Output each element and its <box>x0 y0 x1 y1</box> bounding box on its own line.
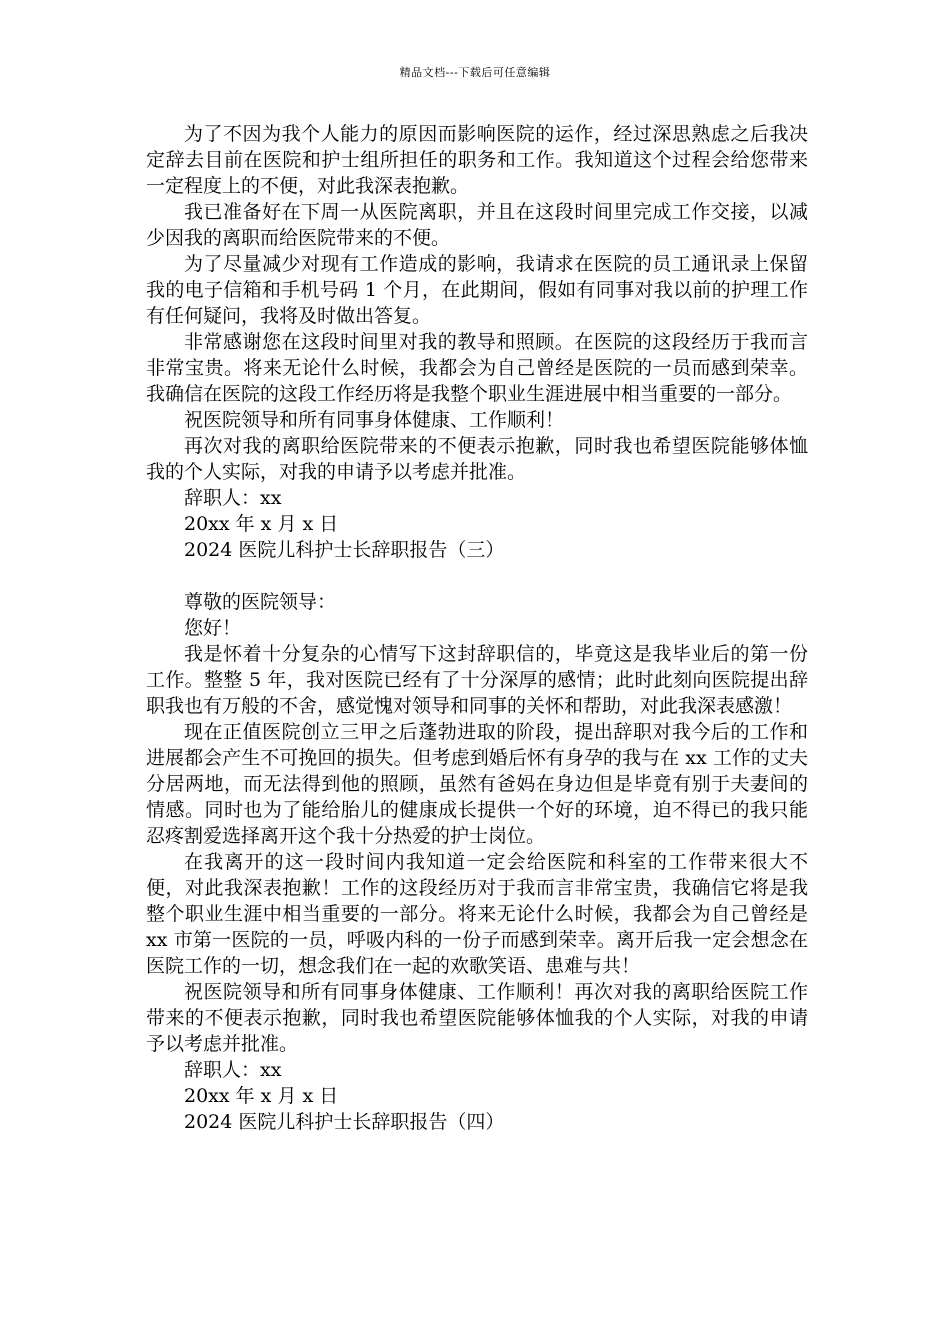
paragraph-reasons: 现在正值医院创立三甲之后蓬勃进取的阶段，提出辞职对我今后的工作和进展都会产生不可挽回的损失。但考虑到婚后怀有身孕的我与在 xx 工作的丈夫分居两地，而无法得到他的照顾，虽然有爸妈在身边但是毕竟有别于夫妻间的情感。同时也为了能给胎儿的健康成长提供一个好的环境，迫不得已的我只能忍疼割爱选择离开这个我十分热爱的护士岗位。 <box>146 721 808 847</box>
paragraph-resign-decision: 为了不因为我个人能力的原因而影响医院的运作，经过深思熟虑之后我决定辞去目前在医院和护士组所担任的职务和工作。我知道这个过程会给您带来一定程度上的不便，对此我深表抱歉。 <box>146 123 808 197</box>
salutation: 尊敬的医院领导： <box>184 591 337 613</box>
date-line: 20xx 年 x 月 x 日 <box>184 513 339 535</box>
paragraph-wishes: 祝医院领导和所有同事身体健康、工作顺利！ <box>184 409 565 431</box>
blank-line <box>146 563 808 589</box>
section-title-4: 2024 医院儿科护士长辞职报告（四） <box>184 1111 505 1133</box>
date-line-2: 20xx 年 x 月 x 日 <box>184 1085 339 1107</box>
document-body <box>146 121 808 1135</box>
paragraph-feelings: 我是怀着十分复杂的心情写下这封辞职信的，毕竟这是我毕业后的第一份工作。整整 5 年，我对医院已经有了十分深厚的感情；此时此刻向医院提出辞职我也有万般的不舍，感觉愧对领导和同事的关怀和帮助，对此我深表感激！ <box>146 643 808 717</box>
paragraph-handover: 我已准备好在下周一从医院离职，并且在这段时间里完成工作交接，以减少因我的离职而给医院带来的不便。 <box>146 201 808 249</box>
paragraph-apology: 再次对我的离职给医院带来的不便表示抱歉，同时我也希望医院能够体恤我的个人实际，对我的申请予以考虑并批准。 <box>146 435 808 483</box>
greeting: 您好！ <box>184 617 242 639</box>
section-title-3: 2024 医院儿科护士长辞职报告（三） <box>184 539 505 561</box>
signature-line: 辞职人：xx <box>184 487 282 509</box>
paragraph-gratitude: 非常感谢您在这段时间里对我的教导和照顾。在医院的这段经历于我而言非常宝贵。将来无论什么时候，我都会为自己曾经是医院的一员而感到荣幸。我确信在医院的这段工作经历将是我整个职业生涯进展中相当重要的一部分。 <box>146 331 808 405</box>
paragraph-farewell: 在我离开的这一段时间内我知道一定会给医院和科室的工作带来很大不便，对此我深表抱歉！工作的这段经历对于我而言非常宝贵，我确信它将是我整个职业生涯中相当重要的一部分。将来无论什么时候，我都会为自己曾经是 xx 市第一医院的一员，呼吸内科的一份子而感到荣幸。离开后我一定会想念在医院工作的一切，想念我们在一起的欢歌笑语、患难与共！ <box>146 851 808 977</box>
paragraph-closing-wishes: 祝医院领导和所有同事身体健康、工作顺利！再次对我的离职给医院工作带来的不便表示抱歉，同时我也希望医院能够体恤我的个人实际，对我的申请予以考虑并批准。 <box>146 981 808 1055</box>
page-header: 精品文档---下载后可任意编辑 <box>399 66 551 79</box>
paragraph-contact-retention: 为了尽量减少对现有工作造成的影响，我请求在医院的员工通讯录上保留我的电子信箱和手机号码 1 个月，在此期间，假如有同事对我以前的护理工作有任何疑问，我将及时做出答复。 <box>146 253 808 327</box>
signature-line-2: 辞职人：xx <box>184 1059 282 1081</box>
